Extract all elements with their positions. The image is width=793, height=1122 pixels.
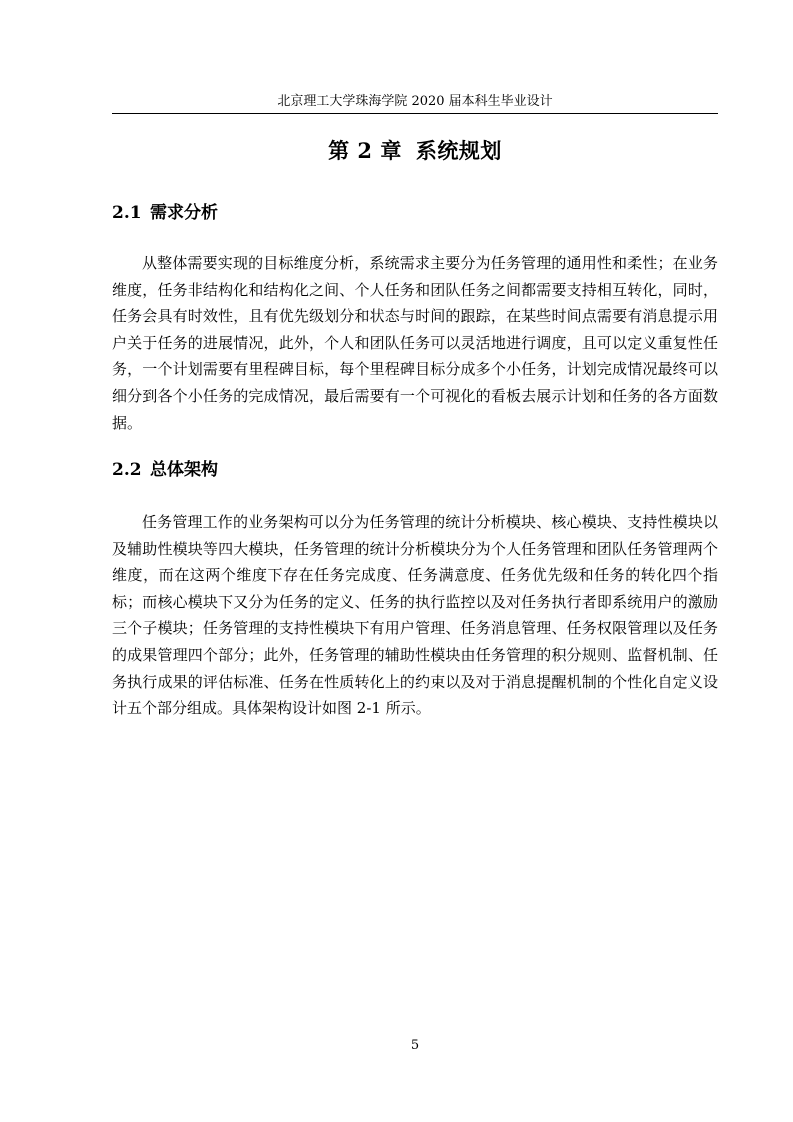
- section-heading-2-2: [112, 458, 218, 482]
- section-number: 2.1: [112, 203, 142, 223]
- chapter-title: [112, 136, 718, 166]
- running-header: [112, 94, 718, 114]
- page-number: 5: [410, 1038, 420, 1053]
- chapter-number: 第 2 章: [328, 138, 402, 163]
- section-title: 需求分析: [150, 203, 218, 223]
- section-number: 2.2: [112, 460, 142, 480]
- running-header-text: 北京理工大学珠海学院 2020 届本科生毕业设计: [277, 94, 553, 109]
- section-heading-2-1: [112, 201, 218, 225]
- chapter-name: 系统规划: [415, 138, 502, 163]
- section-title: 总体架构: [150, 460, 218, 480]
- section-paragraph-requirements: 从整体需要实现的目标维度分析，系统需求主要分为任务管理的通用性和柔性；在业务维度，任务非结构化和结构化之间、个人任务和团队任务之间都需要支持相互转化，同时，任务会具有时效性，且有优先级划分和状态与时间的跟踪，在某些时间点需要有消息提示用户关于任务的进展情况，此外，个人和团队任务可以灵活地进行调度，且可以定义重复性任务，一个计划需要有里程碑目标，每个里程碑目标分成多个小任务，计划完成情况最终可以细分到各个小任务的完成情况，最后需要有一个可视化的看板去展示计划和任务的各方面数据。: [112, 254, 718, 432]
- section-paragraph-architecture: 任务管理工作的业务架构可以分为任务管理的统计分析模块、核心模块、支持性模块以及辅助性模块等四大模块，任务管理的统计分析模块分为个人任务管理和团队任务管理两个维度，而在这两个维度下存在任务完成度、任务满意度、任务优先级和任务的转化四个指标；而核心模块下又分为任务的定义、任务的执行监控以及对任务执行者即系统用户的激励三个子模块；任务管理的支持性模块下有用户管理、任务消息管理、任务权限管理以及任务的成果管理四个部分；此外，任务管理的辅助性模块由任务管理的积分规则、监督机制、任务执行成果的评估标准、任务在性质转化上的约束以及对于消息提醒机制的个性化自定义设计五个部分组成。具体架构设计如图 2-1 所示。: [112, 513, 718, 718]
